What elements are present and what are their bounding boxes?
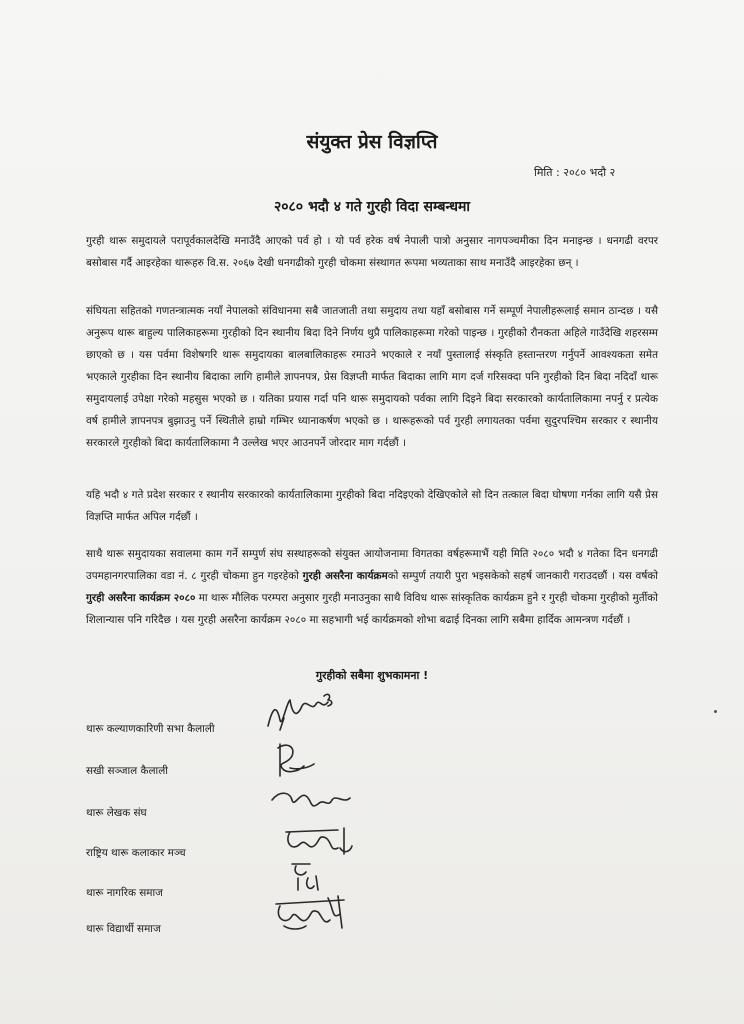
signature-mark <box>262 690 382 734</box>
paragraph-demand: संघियता सहितको गणतन्त्रात्मक नयाँ नेपालको संविधानमा सबै जातजाती तथा समुदाय तथा यहाँ बसोबास गर्ने सम्पूर्ण नेपालीहरूलाई समान ठान्दछ । यसै अनुरूप थारू बाहुल्य पालिकाहरूमा गुरहीको दिन स्थानीय बिदा दिने निर्णय थुप्रै पालिकाहरूमा गरेको पाइन्छ । गुरहीको रौनकता अहिले गाउँदेखि शहरसम्म छाएको छ । यस पर्वमा विशेषगरि थारू समुदायका बालबालिकाहरू रमाउने भएकाले र नयाँ पुस्तालाई संस्कृति हस्तान्तरण गर्नुपर्ने आवश्यकता समेत भएकाले गुरहीका दिन स्थानीय बिदाका लागि हामीले ज्ञापनपत्र, प्रेस विज्ञप्ती मार्फत बिदाका लागि माग दर्ज गरिसक्दा पनि गुरहीको दिन बिदा नदिदाँ थारू समुदायलाई उपेक्षा गरेको महसुस भएको छ । यतिका प्रयास गर्दा पनि थारू समुदायको पर्वका लागि दिइने बिदा सरकारको कार्यतालिकामा नपर्नु र प्रत्येक वर्ष हामीले ज्ञापनपत्र बुझाउनु पर्ने स्थितीले हाम्रो गम्भिर ध्यानाकर्षण भएको छ । थारूहरूको पर्व गुरही लगायतका पर्वमा सुदुरपश्चिम सरकार र स्थानीय सरकारले गुरहीको बिदा कार्यतालिकामा नै उल्लेख भएर आउनपर्ने जोरदार माग गर्दछौं । <box>86 305 658 449</box>
signature-mark <box>266 778 386 822</box>
document-title: संयुक्त प्रेस विज्ञप्ति <box>306 131 438 153</box>
document-subject: २०८० भदौ ४ गते गुरही विदा सम्बन्धमा <box>273 199 471 215</box>
signatory-row <box>86 706 406 740</box>
program-name-year-bold: गुरही असरैना कार्यक्रम २०८० <box>86 592 196 604</box>
signatory-name: थारू कल्याणकारिणी सभा कैलाली <box>86 723 215 735</box>
signature-mark <box>270 890 390 934</box>
invitation-text-c: को सम्पुर्ण तयारी पुरा भइसकेको सहर्ष जानकारी गराउदछौं । यस वर्षको <box>387 570 658 582</box>
signatory-row <box>86 748 406 782</box>
signatory-name: थारू लेखक संघ <box>86 807 147 819</box>
paragraph-invitation <box>86 543 658 631</box>
signatory-row <box>86 906 406 940</box>
greeting-line: गुरहीको सबैमा शुभकामना ! <box>315 669 429 682</box>
paragraph-appeal: यहि भदौ ४ गते प्रदेश सरकार र स्थानीय सरकारको कार्यतालिकामा गुरहीको बिदा नदिइएको देखिएकोले सो दिन तत्काल बिदा घोषणा गर्नका लागि यसै प्रेस विज्ञप्ति मार्फत अपिल गर्दछौं । <box>86 489 658 523</box>
signatory-name: थारू विद्यार्थी समाज <box>86 923 161 935</box>
signatory-name: थारू नागरिक समाज <box>86 887 163 899</box>
signatory-name: राष्ट्रिय थारू कलाकार मञ्च <box>86 847 186 859</box>
signatory-name: सखी सञ्जाल कैलाली <box>86 765 168 777</box>
paper-speck <box>714 710 717 713</box>
invitation-text-a: साथै थारू समुदायका सवालमा काम गर्ने सम्पुर्ण संघ सस्थाहरूको संयुक्त आयोजनामा विगतका वर्षहरूमाभैं यही मिति २०८० भदौ ४ गतेका दिन धनगढी उपमहानगरपालिका वडा नं. ८ गुरही चोकमा हुन गइरहेको <box>86 548 658 582</box>
invitation-text-e: मा थारू मौलिक परम्परा अनुसार गुरही मनाउनुका साथै विविध थारू सांस्कृतिक कार्यक्रम हुने र गुरही चोकमा गुरहीको मुर्तीको शिलान्यास पनि गरिदैछ । यस गुरही असरैना कार्यक्रम २०८० मा सहभागी भई कार्यक्रमको शोभा बढाई दिनका लागि सबैमा हार्दिक आमन्त्रण गर्दछौं । <box>86 592 658 626</box>
signature-mark <box>268 738 388 782</box>
document-date: मिति : २०८० भदौ २ <box>534 166 616 179</box>
paragraph-intro: गुरही थारू समुदायले परापूर्वकालदेखि मनाउँदै आएको पर्व हो । यो पर्व हरेक वर्ष नेपाली पात्रो अनुसार नागपञ्चमीका दिन मनाइन्छ । धनगढी वरपर बसोबास गर्दै आइरहेका थारूहरु वि.स. २०६७ देखी धनगढीको गुरही चोकमा संस्थागत रूपमा भव्यताका साथ मनाउँदै आइरहेका छन् । <box>86 235 658 269</box>
program-name-bold: गुरही असरैना कार्यक्रम <box>302 570 388 582</box>
